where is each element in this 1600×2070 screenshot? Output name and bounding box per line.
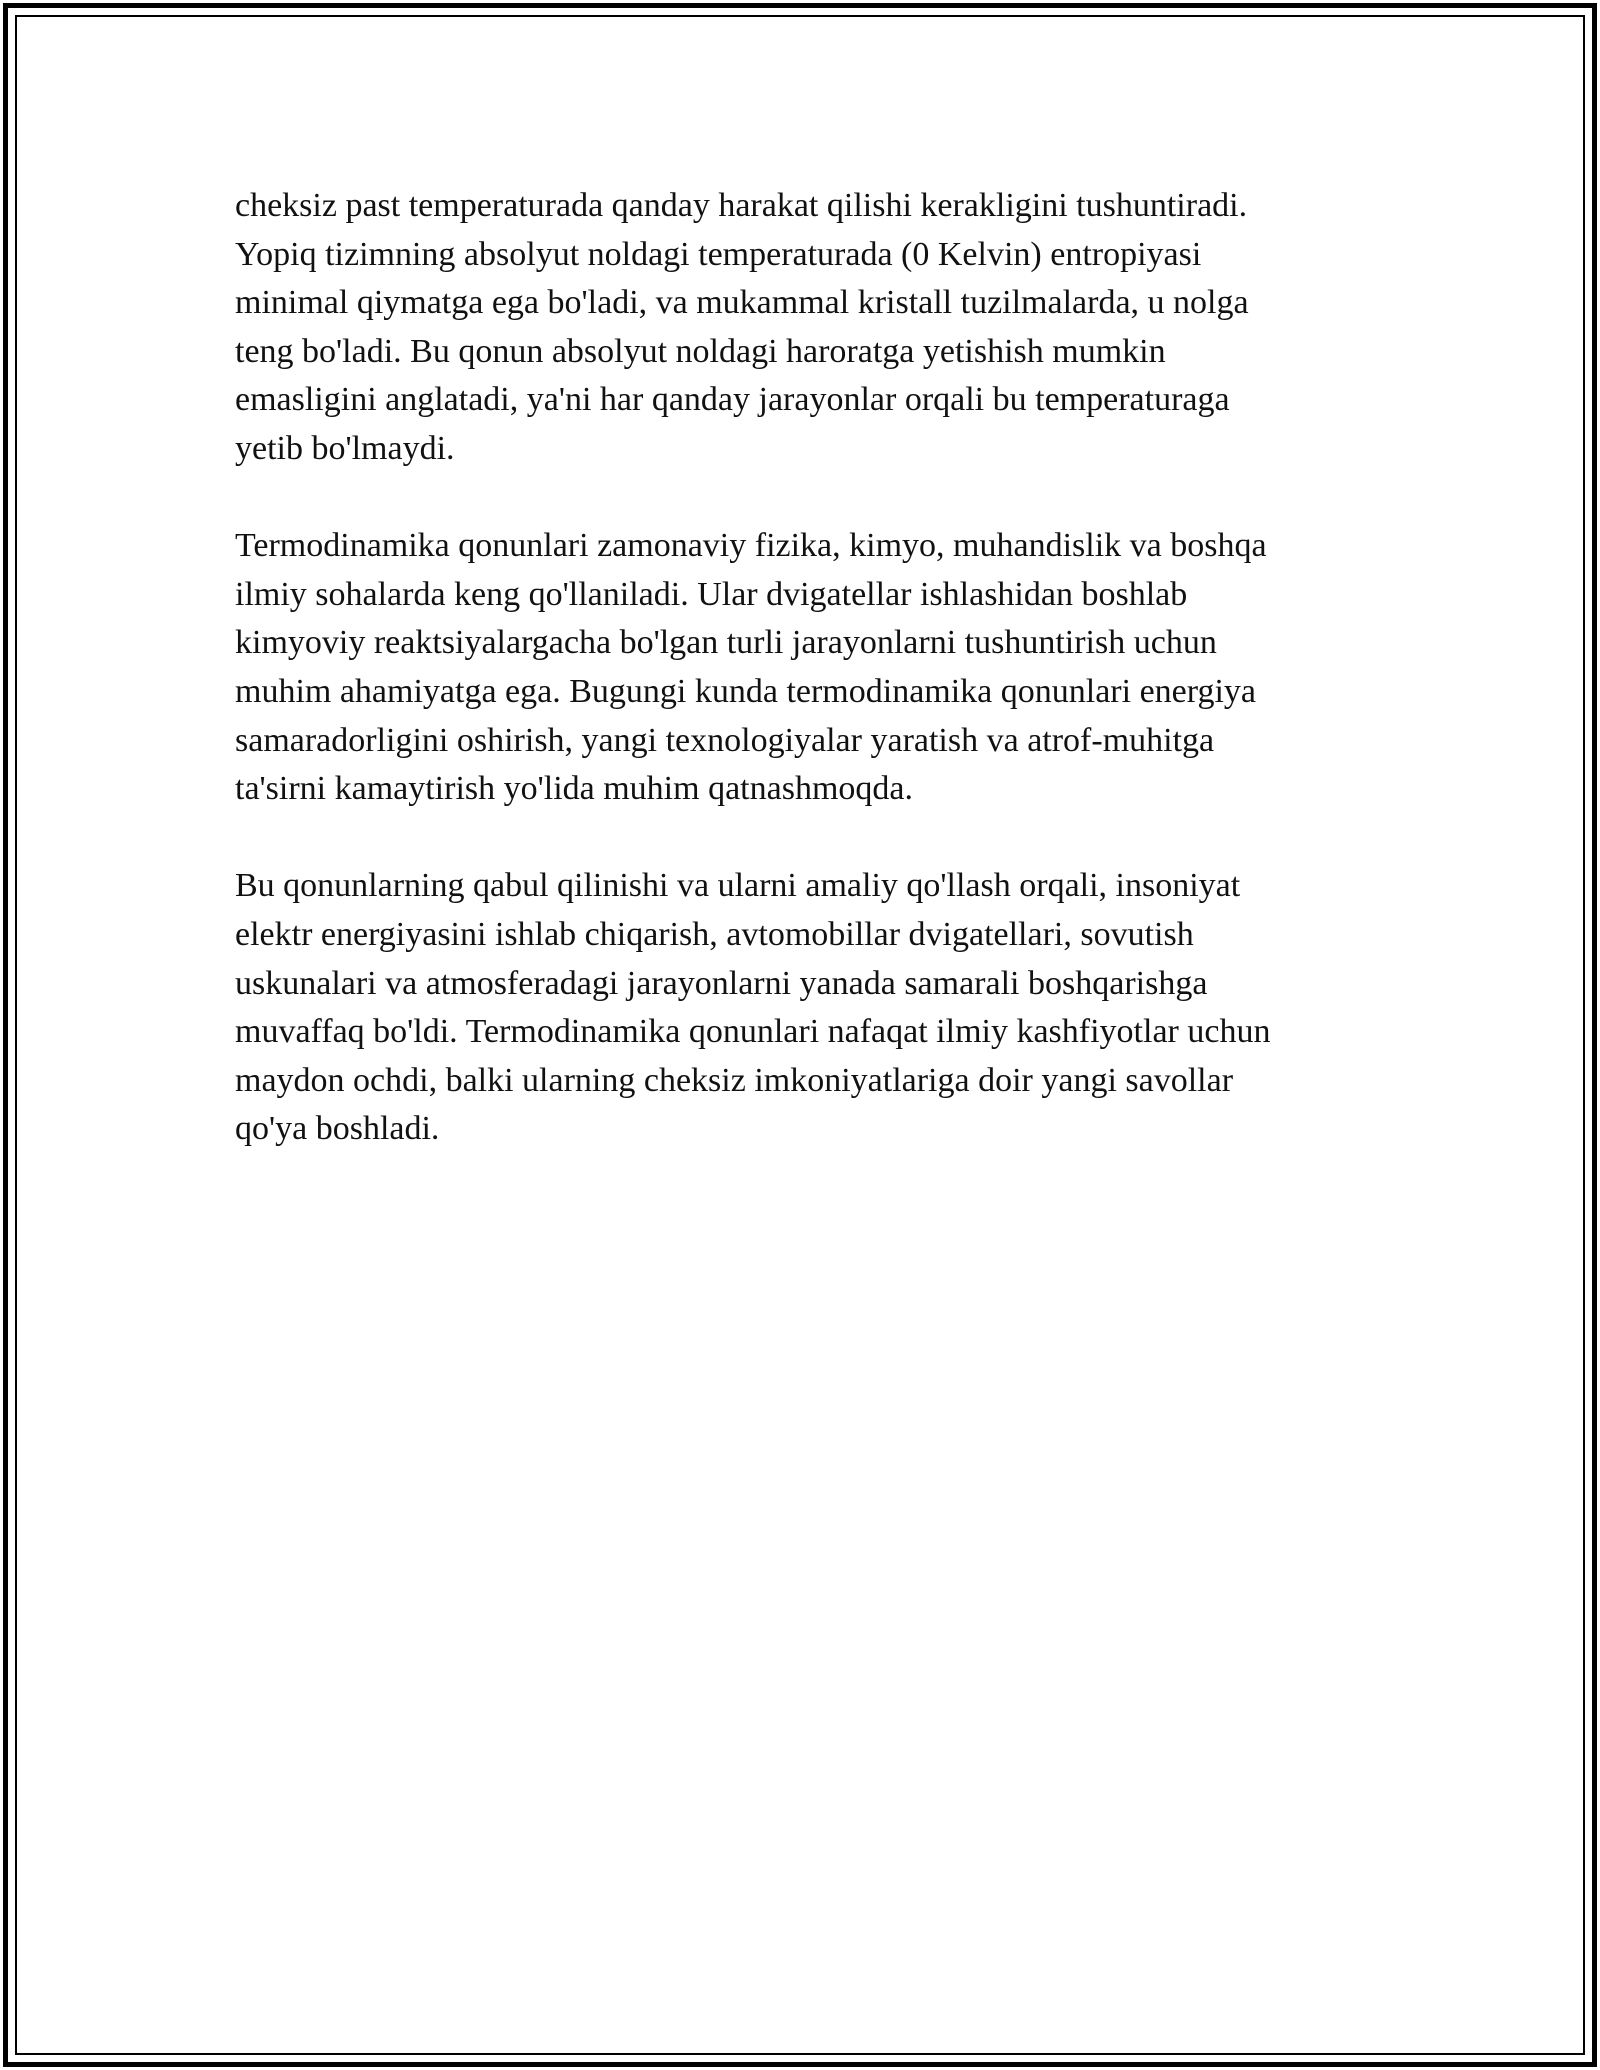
document-body [235, 182, 1385, 1202]
paragraph-applications: Termodinamika qonunlari zamonaviy fizika, kimyo, muhandislik va boshqa ilmiy sohalarda keng qo'llaniladi. Ular dvigatellar ishlashidan boshlab kimyoviy reaktsiyalargacha bo'lgan turli jarayonlarni tushuntirish uchun muhim ahamiyatga ega. Bugungi kunda termodinamika qonunlari energiya samaradorligini oshirish, yangi texnologiyalar yaratish va atrof-muhitga ta'sirni kamaytirish yo'lida muhim qatnashmoqda. [235, 527, 1267, 808]
paragraph-conclusion: Bu qonunlarning qabul qilinishi va ularni amaliy qo'llash orqali, insoniyat elektr energiyasini ishlab chiqarish, avtomobillar dvigatellari, sovutish uskunalari va atmosferadagi jarayonlarni yanada samarali boshqarishga muvaffaq bo'ldi. Termodinamika qonunlari nafaqat ilmiy kashfiyotlar uchun maydon ochdi, balki ularning cheksiz imkoniyatlariga doir yangi savollar qo'ya boshladi. [235, 867, 1271, 1148]
paragraph-third-law: cheksiz past temperaturada qanday harakat qilishi kerakligini tushuntiradi. Yopiq tizimning absolyut noldagi temperaturada (0 Kelvin) entropiyasi minimal qiymatga ega bo'ladi, va mukammal kristall tuzilmalarda, u nolga teng bo'ladi. Bu qonun absolyut noldagi haroratga yetishish mumkin emasligini anglatadi, ya'ni har qanday jarayonlar orqali bu temperaturaga yetib bo'lmaydi. [235, 187, 1249, 467]
